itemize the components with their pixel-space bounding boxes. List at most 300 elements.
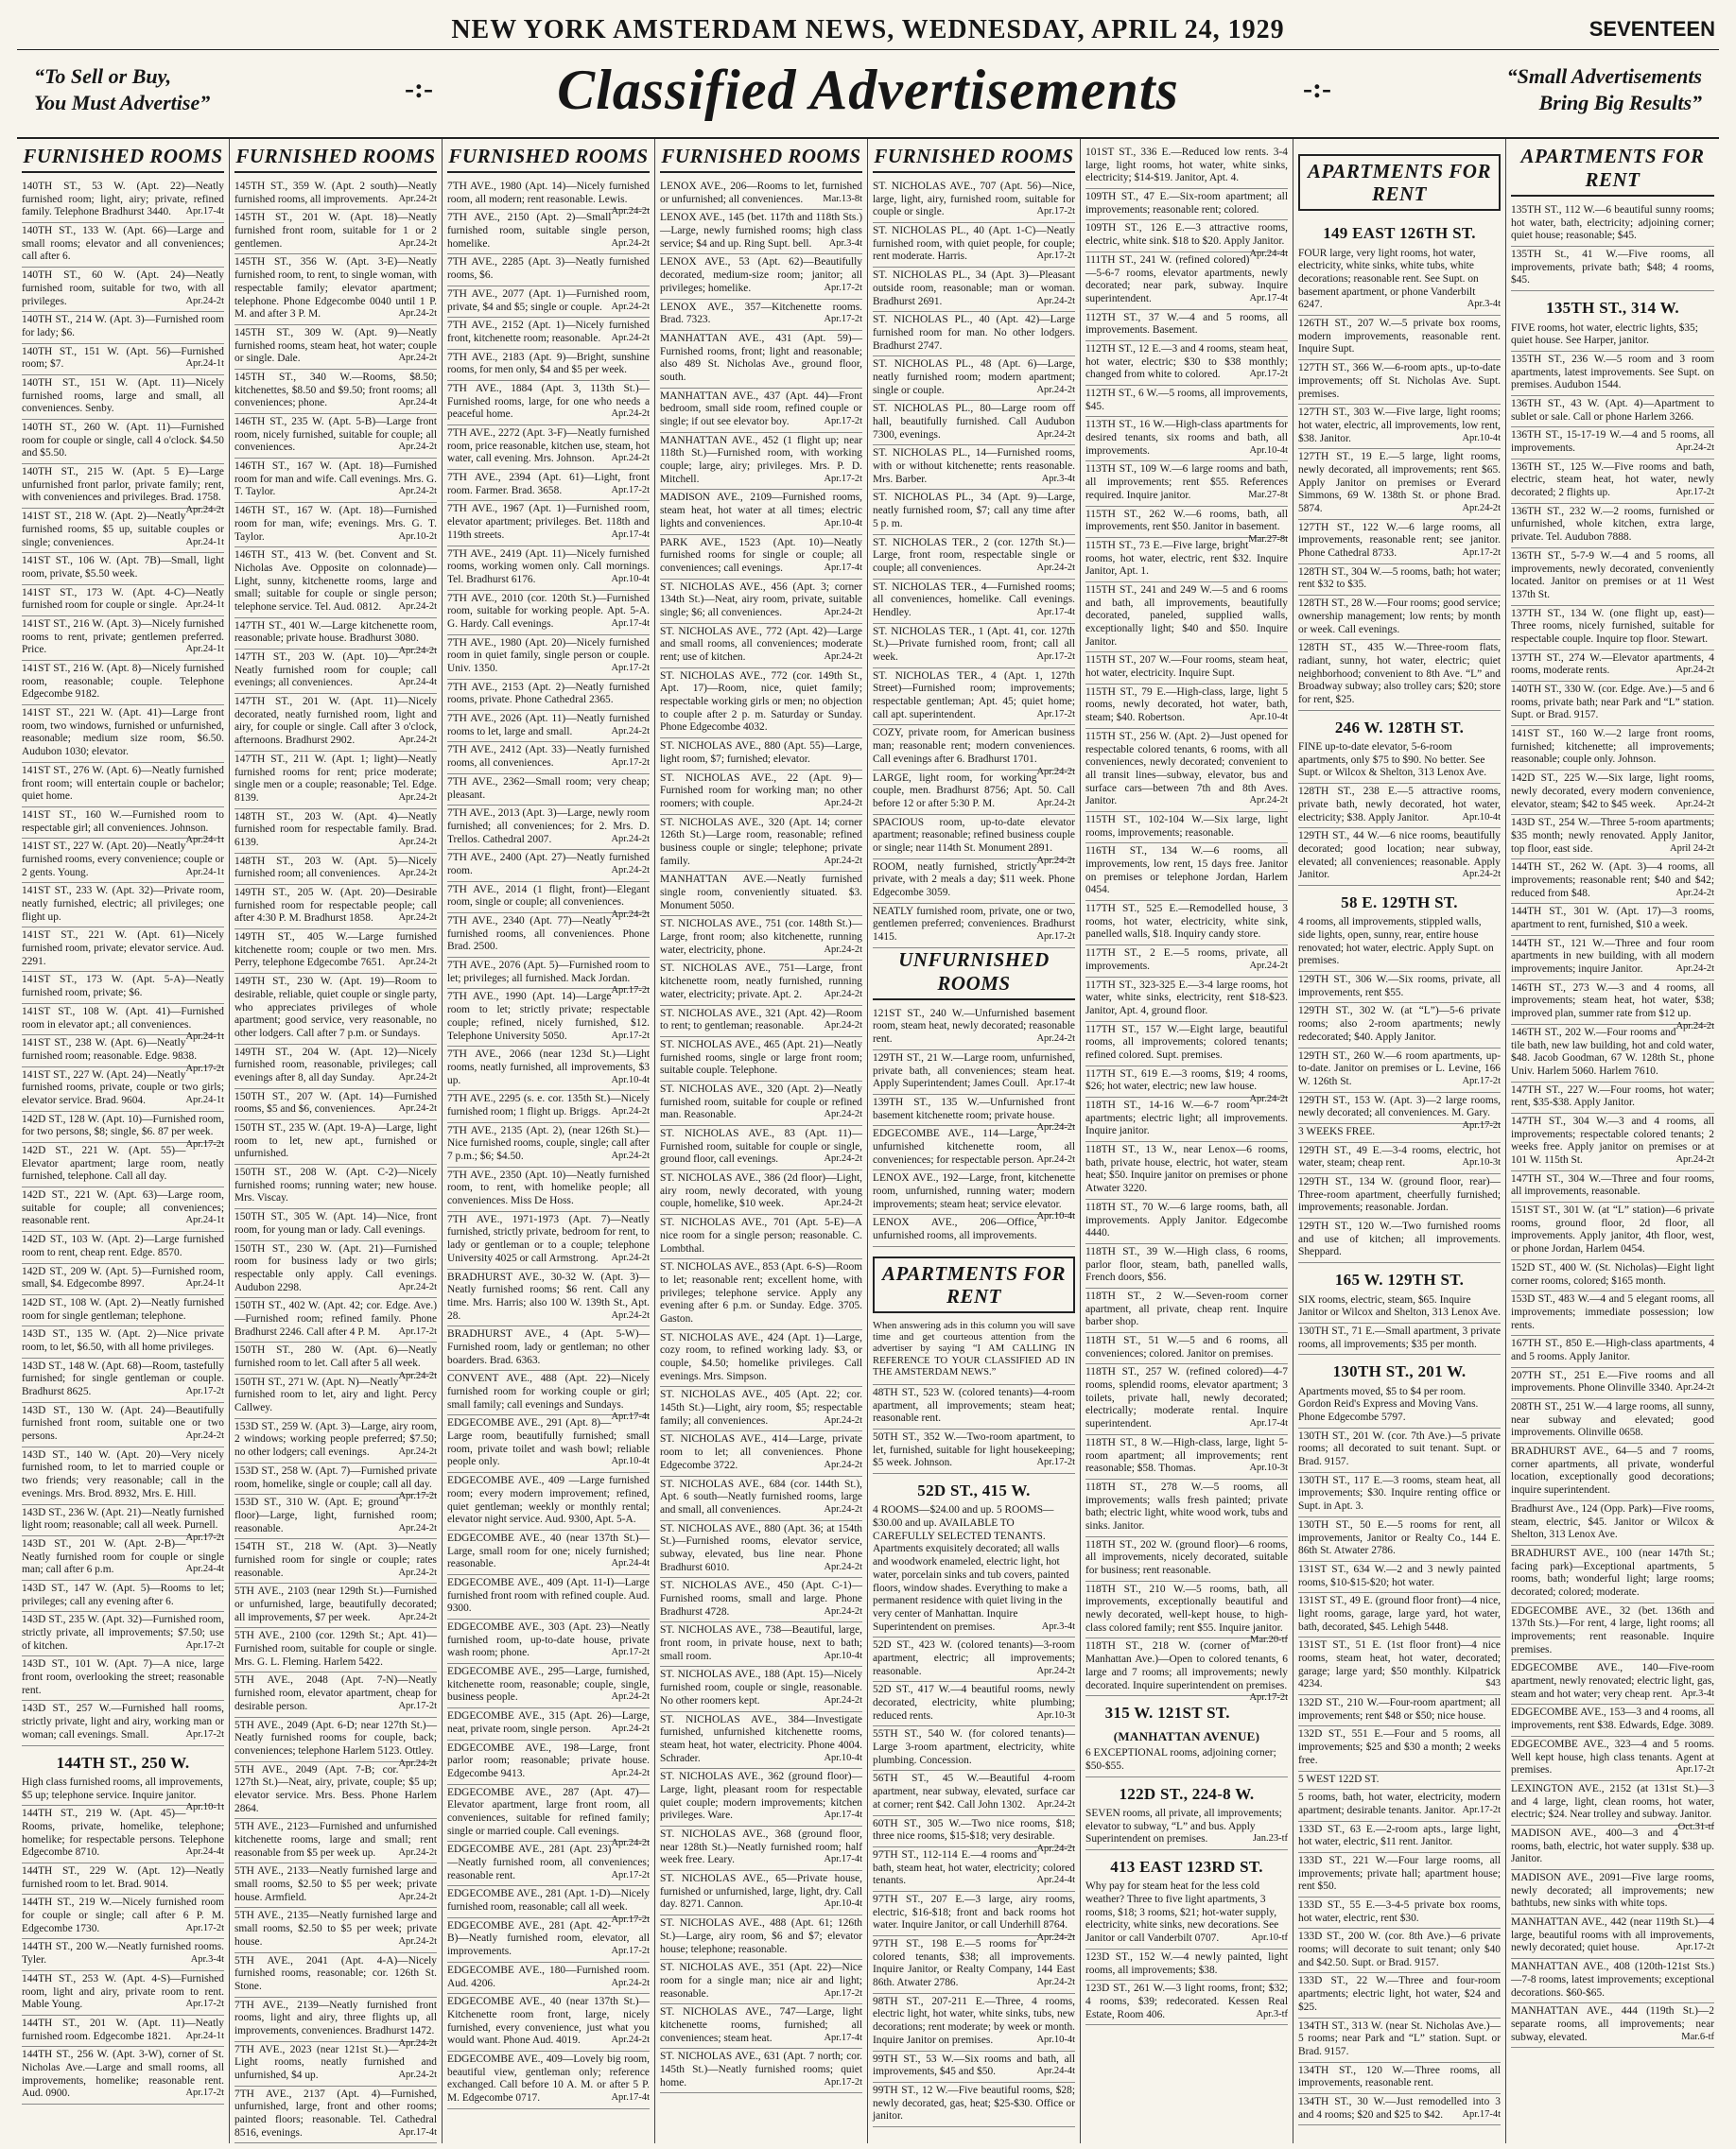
ad-column-7 [1293, 139, 1506, 2143]
classified-ad [873, 1050, 1075, 1095]
ad-text: 7TH AVE., 2010 (cor. 120th St.)—Furnished room, suitable for working people. Apt. 5-A. G. Hardy. Call evenings. [447, 592, 650, 630]
ad-text: PARK AVE., 1523 (Apt. 10)—Neatly furnished rooms for single or couple; all conveniences; call evenings. [660, 536, 862, 574]
ad-text: 131ST ST., 51 E. (1st floor front)—4 nice rooms, steam heat, hot water, decorated; garage; large yard; $50 monthly. Kilpatrick 4234. [1298, 1639, 1501, 1690]
ad-text: EDGECOMBE AVE., 315 (Apt. 26)—Large, neat, private room, single person. [447, 1710, 650, 1735]
ad-text: ST. NICHOLAS TER., 4 (Apt. 1, 127th Street)—Furnished room; improvements; respectable gentleman; Apt. 45; quiet home; call apt. superintendent. [873, 669, 1075, 720]
ad-text: BRADHURST AVE., 30-32 W. (Apt. 3)—Neatly furnished rooms; $6 rent. Call any time. Mrs. Harris; also 100 W. 139th St., Apt. 28. [447, 1271, 650, 1322]
ad-run-code: Apr.24-4t [398, 677, 437, 688]
classified-ad [1298, 1695, 1501, 1726]
ad-text: 143D ST., 130 W. (Apt. 24)—Beautifully furnished front room, suitable one or two persons. [22, 1404, 224, 1443]
ad-text: 112TH ST., 6 W.—5 rooms, all improvements, $45. [1085, 388, 1288, 412]
ad-run-code: Apr.10-4t [1249, 444, 1288, 456]
ad-text: ST. NICHOLAS PL., 48 (Apt. 6)—Large, neatly furnished room; modern apartment; single or couple. [873, 358, 1075, 396]
ad-text: 146TH ST., 413 W. (bet. Convent and St. Nicholas Ave. Opposite on colonnade)—Light, sunny, kitchenette rooms, large and small; suitable for couple or single person; telephone service. Tel. Aud. 0812. [234, 549, 437, 613]
left-ornament: -:- [405, 73, 433, 104]
display-ad-title: 144TH ST., 250 W. [56, 1753, 190, 1772]
ad-run-code: Apr.17-4t [1249, 292, 1288, 303]
ad-text: LENOX AVE., 206—Rooms to let, furnished or unfurnished; all conveniences. [660, 181, 862, 205]
ad-run-code: Apr.10-3t [1249, 1463, 1288, 1474]
ad-run-code: Apr.24-2t [1249, 1094, 1288, 1104]
classified-ad [660, 1712, 862, 1770]
ad-run-code: Apr.17-2t [611, 484, 650, 495]
ad-text: 7TH AVE., 2135 (Apt. 2), (near 126th St.)—Nice furnished rooms, couple, single; call after 7 p.m.; $6; $4.50. [447, 1124, 650, 1162]
ad-text: 116TH ST., 134 W.—6 rooms, all improvements, low rent, 15 days free. Janitor on premises or telephone Jordan, Harlem 0454. [1085, 845, 1288, 896]
classified-ad [873, 1430, 1075, 1474]
classified-ad [1085, 1582, 1288, 1646]
ad-run-code: Apr.24-2t [398, 486, 437, 497]
classified-ad [22, 661, 224, 705]
classified-ad [234, 1209, 437, 1240]
classified-ad [234, 929, 437, 974]
ad-run-code: Apr.17-2t [824, 1987, 862, 1999]
ad-column-4 [655, 139, 868, 2143]
ad-run-code: Apr.17-4t [1036, 606, 1075, 617]
ad-text: 99TH ST., 53 W.—Six rooms and bath, all improvements, $45 and $50. [873, 2053, 1075, 2078]
ad-run-code: Apr.17-4t [611, 1412, 650, 1423]
classified-ad [873, 2083, 1075, 2127]
classified-ad [660, 1006, 862, 1037]
classified-ad [873, 223, 1075, 268]
ad-text: 141ST ST., 106 W. (Apt. 7B)—Small, light room, private, $5.50 week. [22, 555, 224, 580]
classified-ad [873, 1994, 1075, 2052]
ad-text: 135TH St., 41 W.—Five rooms, all improvements, private bath; $48; 4 rooms, $45. [1511, 249, 1714, 286]
display-ad-text: FOUR large, very light rooms, hot water, electricity, white sinks, white tubs, white decorations; reasonable rent. See Supt. on basement apartment, or phone Vanderbilt 6247. [1298, 247, 1479, 311]
ad-text: 115TH ST., 262 W.—6 rooms, bath, all improvements, rent $50. Janitor in basement. [1085, 508, 1288, 533]
left-slogan-line-1: “To Sell or Buy, [34, 64, 172, 88]
ad-run-code: Apr.24-2t [398, 1935, 437, 1947]
classified-ad [22, 883, 224, 927]
ad-run-code: Apr.17-2t [398, 1491, 437, 1502]
classified-ad [660, 300, 862, 331]
classified-ad [660, 1915, 862, 1960]
classified-ad [1298, 1929, 1501, 1973]
classified-ad [660, 1330, 862, 1388]
ad-run-code: Apr.24-2t [398, 1891, 437, 1902]
classified-ad [22, 223, 224, 268]
ad-text: 144TH ST., 253 W. (Apt. 4-S)—Furnished room, light and airy, private room to rent. Mable Young. [22, 1972, 224, 2011]
ad-text: LENOX AVE., 192—Large, front, kitchenette room, unfurnished, running water; modern improvements; steam heat; service elevator. [873, 1172, 1075, 1210]
ad-text: BRADHURST AVE., 64—5 and 7 rooms, corner apartments, all private, wonderful location, exceptionally good decorations; inquire superintendent. [1511, 1446, 1714, 1497]
classified-ad [1085, 812, 1288, 843]
classified-ad [873, 1170, 1075, 1222]
ad-text: 134TH ST., 313 W. (near St. Nicholas Ave.)—5 rooms; near Park and “L” station. Supt. or Brad. 9157. [1298, 2019, 1501, 2057]
ad-run-code: Apr.10-4t [1462, 811, 1501, 823]
classified-ad [1511, 396, 1714, 427]
ad-run-code: Apr.24-2t [1675, 1382, 1714, 1394]
classified-ad [660, 535, 862, 580]
classified-ad [1511, 1870, 1714, 1915]
ad-text: 126TH ST., 207 W.—5 private box rooms, modern improvements, reasonable rent. Inquire Supt. [1298, 318, 1501, 355]
ad-run-code: Apr.24-2t [611, 237, 650, 249]
classified-ad [1511, 904, 1714, 935]
classified-ad [1085, 417, 1288, 461]
ad-text: 153D ST., 258 W. (Apt. 7)—Furnished private room, homelike, single or couple; call all day. [234, 1464, 437, 1490]
ad-run-code: Apr.24-2t [1675, 442, 1714, 454]
display-ad [1511, 291, 1714, 352]
ad-text: ROOM, neatly furnished, strictly private, with 2 meals a day; $11 week. Phone Edgecombe 3059. [873, 860, 1075, 898]
classified-ad [1511, 1291, 1714, 1336]
ad-run-code: April 24-2t [1670, 842, 1714, 854]
ad-text: 142D ST., 221 W. (Apt. 55)—Elevator apartment; large room, neatly furnished, telephone. Call all day. [22, 1145, 224, 1183]
ad-run-code: Apr.24-2t [824, 1561, 862, 1572]
ad-text: ST. NICHOLAS AVE., 772 (cor. 149th St., Apt. 17)—Room, nice, quiet family; respectable working girls or men; no objection to couple after 2 p. m. Saturday or Sunday. Phone Edgecombe 4032. [660, 669, 862, 734]
ad-run-code: Apr.24-2t [1036, 295, 1075, 306]
classified-ad [660, 624, 862, 668]
ad-text: 144TH ST., 301 W. (Apt. 17)—3 rooms, apartment to rent, furnished, $10 a week. [1511, 906, 1714, 931]
classified-ad [660, 1082, 862, 1126]
ad-text: 127TH ST., 303 W.—Five large, light rooms; hot water, electric, all improvements, low rent, $38. Janitor. [1298, 407, 1501, 444]
ad-text: 141ST ST., 173 W. (Apt. 5-A)—Neatly furnished room, private; $6. [22, 974, 224, 999]
ad-text: 150TH ST., 271 W. (Apt. N)—Neatly furnished room to let, airy and light. Percy Callwey. [234, 1376, 437, 1414]
ad-column-1 [17, 139, 230, 2143]
ad-run-code: Apr.24-2t [398, 735, 437, 746]
classified-ad [234, 1584, 437, 1628]
ad-run-code: Mar.20-tf [1250, 1635, 1288, 1646]
classified-ad [22, 616, 224, 661]
classified-ad [1511, 606, 1714, 650]
classified-ad [873, 356, 1075, 401]
ad-text: 135TH ST., 236 W.—5 room and 3 room apartments, latest improvements. See Supt. on premises. Audubon 1544. [1511, 353, 1714, 391]
classified-ad [1085, 461, 1288, 506]
ad-run-code: Apr.17-2t [1462, 1804, 1501, 1815]
ad-text: 129TH ST., 153 W. (Apt. 3)—2 large rooms, newly decorated; all conveniences. M. Gary. [1298, 1094, 1501, 1119]
classified-ad [1085, 1244, 1288, 1289]
ad-text: 7TH AVE., 2150 (Apt. 2)—Small furnished room, suitable single person, homelike. [447, 212, 650, 250]
classified-ad [660, 1622, 862, 1667]
ad-text: 140TH ST., 53 W. (Apt. 22)—Neatly furnished room; light, airy; private, refined family. Telephone Bradhurst 3440. [22, 181, 224, 218]
classified-ad [873, 1771, 1075, 1815]
classified-ad [873, 624, 1075, 668]
classified-ad [447, 806, 650, 850]
ad-text: EDGECOMBE AVE., 40 (near 137th St.)—Kitchenette room front, large, nicely furnished, every convenience, just what you would want. Phone Aud. 4019. [447, 1996, 650, 2047]
classified-ad [1511, 1660, 1714, 1705]
ad-run-code: Jan.23-tf [1252, 1833, 1288, 1845]
ad-run-code: Mar.6-tf [1681, 2031, 1714, 2042]
display-ad-text: 6 EXCEPTIONAL rooms, adjoining corner; $50-$55. [1085, 1747, 1276, 1772]
ad-text: ST. NICHOLAS PL., 14—Furnished rooms, with or without kitchenette; rents reasonable. Mrs. Barber. [873, 447, 1075, 485]
ad-text: BRADHURST AVE., 100 (near 147th St.; facing park)—Exceptional apartments, 5 rooms, bath; wonderful light; large rooms; decorated; colored; moderate. [1511, 1547, 1714, 1598]
classified-ad [873, 815, 1075, 866]
ad-text: 150TH ST., 235 W. (Apt. 19-A)—Large, light room to let, new apt., furnished or unfurnished. [234, 1122, 437, 1160]
ad-text: ST. NICHOLAS AVE., 320 (Apt. 14; corner 126th St.)—Large room, reasonable; refined business couple or single; telephone; private family. [660, 816, 862, 867]
ad-text: 154TH ST., 218 W. (Apt. 3)—Neatly furnished room for single or couple; rates reasonable. [234, 1541, 437, 1579]
ad-text: ST. NICHOLAS AVE., 880 (Apt. 55)—Large, light room, $7; furnished; elevator. [660, 740, 862, 765]
ad-run-code: Apr.17-2t [1036, 931, 1075, 943]
ad-text: 129TH ST., 44 W.—6 nice rooms, beautifully decorated; good location; near subway, elevated; all conveniences; reasonable. Apply Janitor. [1298, 830, 1501, 881]
classified-ad [447, 546, 650, 591]
ad-text: BRADHURST AVE., 4 (Apt. 5-W)—Furnished room, lady or gentleman; no other boarders. Brad. 6363. [447, 1328, 650, 1366]
ad-text: 5TH AVE., 2133—Neatly furnished large and small rooms, $2.50 to $5 per week; private house. Armfield. [234, 1865, 437, 1903]
ad-run-code: Apr.17-2t [1036, 708, 1075, 719]
ad-text: 97TH ST., 207 E.—3 large, airy rooms, electric, $16-$18; front and back rooms hot water. Inquire Janitor, or call Underhill 8764. [873, 1893, 1075, 1932]
ad-text: 7TH AVE., 2419 (Apt. 11)—Nicely furnished rooms, working women only. Call mornings. Tel. Bradhurst 6176. [447, 547, 650, 585]
ad-run-code: Apr.17-2t [611, 985, 650, 997]
classified-ad [22, 375, 224, 420]
ad-text: 146TH ST., 202 W.—Four rooms and tile bath, new law building, hot and cold water, $48. Jacob Goodman, 67 W. 128th St., phone Univ. Harlem 5060. Harlem 7610. [1511, 1026, 1714, 1077]
classified-ad [873, 445, 1075, 490]
ad-run-code: Apr.17-2t [1036, 651, 1075, 662]
ad-text: 143D ST., 148 W. (Apt. 68)—Room, tastefully furnished; for single gentleman or couple. Bradhurst 8625. [22, 1360, 224, 1397]
ad-text: ST. NICHOLAS AVE., 368 (ground floor, near 128th St.)—Neatly furnished room; half week free. Leary. [660, 1828, 862, 1866]
ad-run-code: Apr.17-4t [824, 1854, 862, 1865]
display-ad [1298, 1263, 1501, 1324]
ad-text: ST. NICHOLAS TER., 2 (cor. 127th St.)—Large, front room, respectable single or couple; all conveniences. [873, 536, 1075, 574]
classified-ad [447, 882, 650, 920]
ad-run-code: Apr.17-4t [824, 562, 862, 573]
classified-ad [22, 1581, 224, 1612]
classified-ad [1511, 980, 1714, 1031]
classified-ad [234, 179, 437, 210]
ad-text: 132D ST., 210 W.—Four-room apartment; all improvements; rent $48 or $50; nice house. [1298, 1697, 1501, 1722]
ad-text: 145TH ST., 356 W. (Apt. 3-E)—Neatly furnished room, to rent, to single woman, with respectable family; elevator apartment; telephone. Phone Edgecombe 0040 until 1 P. M. and after 3 P. M. [234, 256, 437, 321]
ad-run-code: Apr.24-1t [185, 644, 224, 655]
classified-ad [447, 1785, 650, 1849]
ad-run-code: Mar.27-8t [1248, 489, 1288, 500]
classified-ad [660, 1431, 862, 1476]
ad-text: ST. NICHOLAS AVE., 414—Large, private room to let; all conveniences. Phone Edgecombe 3722. [660, 1433, 862, 1471]
ad-run-code: Apr.17-2t [824, 314, 862, 325]
classified-ad [1085, 978, 1288, 1022]
ad-text: 5TH AVE., 2100 (cor. 129th St.; Apt. 41)—Furnished room, suitable for couple or single. Mrs. G. L. Fleming. Harlem 5422. [234, 1630, 437, 1668]
ad-run-code: Apr.10-2t [398, 530, 437, 542]
ad-text: 142D ST., 225 W.—Six large, light rooms, newly decorated, every modern convenience, elevator, steam; $42 to $45 week. [1511, 772, 1714, 810]
classified-ad [1085, 685, 1288, 729]
classified-ad [447, 958, 650, 997]
classified-ad [447, 381, 650, 425]
display-ad-title: 315 W. 121ST ST. [1104, 1704, 1230, 1723]
ad-text: 118TH ST., 202 W. (ground floor)—6 rooms, all improvements, nicely decorated, suitable for business; rent reasonable. [1085, 1538, 1288, 1576]
classified-ad [660, 1477, 862, 1521]
ad-text: 208TH ST., 251 W.—4 large rooms, all sunny, near subway and elevated; good improvements. Olinville 0658. [1511, 1401, 1714, 1439]
classified-ad [447, 1168, 650, 1212]
ad-run-code: Apr.17-2t [1036, 1457, 1075, 1468]
display-ad [1085, 1696, 1288, 1776]
ad-text: 144TH ST., 229 W. (Apt. 12)—Neatly furnished room to let. Brad. 9014. [22, 1865, 224, 1890]
ad-run-code: Apr.24-2t [824, 988, 862, 999]
ad-text: 60TH ST., 305 W.—Two nice rooms, $18; three nice rooms, $15-$18; very desirable. [873, 1817, 1075, 1843]
classified-ad [1085, 1022, 1288, 1066]
ad-text: ST. NICHOLAS AVE., 450 (Apt. C-1)—Furnished rooms, small and large. Phone Bradhurst 4728. [660, 1580, 862, 1618]
ad-run-code: Apr.24-1t [185, 835, 224, 846]
ad-text: 7TH AVE., 2272 (Apt. 3-F)—Neatly furnished room, price reasonable, kitchen use, steam, hot water, call evening. Mrs. Johnson. [447, 427, 650, 465]
ad-run-code: Apr.24-2t [1675, 1154, 1714, 1166]
ad-run-code: Apr.24-2t [1036, 1033, 1075, 1045]
ad-run-code: Apr.24-2t [1036, 1843, 1075, 1854]
ad-run-code: Apr.24-2t [611, 1977, 650, 1988]
classified-ad [234, 1718, 437, 1769]
classified-ad [873, 1936, 1075, 1994]
ad-columns [17, 139, 1719, 2143]
classified-ad [22, 1939, 224, 1970]
classified-ad [447, 1326, 650, 1371]
classified-ad [22, 1895, 224, 1939]
classified-ad [22, 1656, 224, 1701]
classified-ad [1085, 1289, 1288, 1333]
ad-run-code: Apr.24-1t [185, 599, 224, 611]
ad-text: 146TH ST., 167 W. (Apt. 18)—Furnished room for man, wife; evenings. Mrs. G. T. Taylor. [234, 505, 437, 543]
ad-run-code: Apr.24-2t [1675, 887, 1714, 898]
classified-ad [1511, 1444, 1714, 1501]
classified-ad [234, 1464, 437, 1502]
ad-text: 118TH ST., 14-16 W.—6-7 room apartments; electric light; all improvements. Inquire janitor. [1085, 1100, 1288, 1137]
classified-ad [22, 585, 224, 616]
classified-ad [447, 1664, 650, 1708]
ad-text: 7TH AVE., 2350 (Apt. 10)—Neatly furnished room, to rent, with homelike people; all conveniences. Miss De Hoss. [447, 1169, 650, 1207]
ad-text: 5TH AVE., 2048 (Apt. 7-N)—Neatly furnished room, elevator apartment, cheap for desirable person. [234, 1674, 437, 1712]
ad-text: 128TH ST., 304 W.—5 rooms, bath; hot water; rent $32 to $35. [1298, 565, 1501, 591]
ad-text: 130TH ST., 201 W. (cor. 7th Ave.)—5 private rooms; all decorated to suit tenant. Supt. or Brad. 9157. [1298, 1430, 1501, 1468]
display-ad-title: 149 EAST 126TH ST. [1323, 224, 1476, 243]
ad-text: 101ST ST., 336 E.—Reduced low rents. 3-4 large, light rooms, hot water, white sinks, electricity; $14-$19. Janitor, Apt. 4. [1085, 147, 1288, 184]
ad-text: ST. NICHOLAS AVE., 701 (Apt. 5-E)—A nice room for a single person; reasonable. C. Lombthal. [660, 1217, 862, 1255]
ad-run-code: Apr.17-2t [1462, 1075, 1501, 1086]
classified-ad [234, 1762, 437, 1820]
ad-run-code: Apr.24-4t [1036, 2066, 1075, 2077]
classified-ad [1085, 1066, 1288, 1104]
ad-text: 118TH ST., 2 W.—Seven-room corner apartment, all private, cheap rent. Inquire barber shop. [1085, 1290, 1288, 1328]
ad-text: CONVENT AVE., 488 (Apt. 22)—Nicely furnished room for working couple or girl; small family; call evenings and Sundays. [447, 1373, 650, 1411]
ad-run-code: Apr.10-4t [1249, 712, 1288, 723]
classified-ad [660, 916, 862, 961]
ad-run-code: Apr.24-2t [398, 1846, 437, 1858]
ad-run-code: Apr.24-2t [1249, 960, 1288, 971]
ad-run-code: Apr.24-4t [398, 397, 437, 408]
ad-run-code: Apr.24-2t [611, 206, 650, 217]
ad-run-code: Apr.24-2t [398, 2070, 437, 2080]
classified-ad [660, 2049, 862, 2093]
ad-text: 97TH ST., 198 E.—5 rooms for colored tenants, $38; all improvements. Inquire Janitor, or Realty Company, 144 East 86th. Atwater 2786. [873, 1938, 1075, 1989]
classified-ad [447, 1531, 650, 1575]
ad-text: 7TH AVE., 2014 (1 flight, front)—Elegant room, single or couple; all conveniences. [447, 883, 650, 909]
ad-text: 123D ST., 261 W.—3 light rooms, front; $32; 4 rooms, $39; redecorated. Kessen Real Estate, Room 406. [1085, 1983, 1288, 2020]
ad-run-code: Apr.17-2t [1249, 1692, 1288, 1704]
classified-ad [660, 668, 862, 738]
display-ad-title: 52D ST., 415 W. [917, 1482, 1031, 1500]
masthead [17, 0, 1719, 50]
classified-ad [234, 1343, 437, 1381]
classified-ad [22, 1264, 224, 1295]
ad-text: 7TH AVE., 2023 (near 121st St.)—Light rooms, neatly furnished and unfurnished, $4 up. [234, 2043, 437, 2081]
ad-run-code: Apr.24-2t [1675, 963, 1714, 975]
ad-text: 141ST ST., 233 W. (Apt. 32)—Private room, neatly furnished, electric; all privileges; one flight up. [22, 885, 224, 923]
ad-text: ST. NICHOLAS AVE., 351 (Apt. 22)—Nice room for a single man; nice air and light; reasonable. [660, 1962, 862, 2000]
ad-run-code: Apr.24-2t [1036, 1932, 1075, 1944]
ad-run-code: Apr.17-2t [611, 1869, 650, 1880]
section-heading: APARTMENTS FOR RENT [873, 1256, 1075, 1313]
display-ad [1085, 1850, 1288, 1950]
classified-ad [1085, 189, 1288, 220]
ad-text: ST. NICHOLAS AVE., 772 (Apt. 42)—Large and small rooms, all conveniences; moderate rent; use of kitchen. [660, 625, 862, 663]
classified-ad [660, 815, 862, 873]
ad-text: ST. NICHOLAS AVE., 880 (Apt. 36; at 154th St.)—Furnished rooms, elevator service, subway, elevated, bus line near. Phone Bradhurst 6010. [660, 1522, 862, 1573]
ad-text: ST. NICHOLAS PL., 40 (Apt. 1-C)—Neatly furnished room, with quiet people, for couple; rent moderate. Harris. [873, 225, 1075, 263]
ad-run-code: Apr.17-2t [185, 1063, 224, 1074]
ad-text: 144TH ST., 262 W. (Apt. 3)—4 rooms, all improvements; reasonable rent; $40 and $42; reduced from $48. [1511, 861, 1714, 899]
ad-text: EDGECOMBE AVE., 303 (Apt. 23)—Neatly furnished room, up-to-date house, private wash room; phone. [447, 1621, 650, 1659]
classified-ad [447, 1415, 650, 1473]
classified-ad [1085, 220, 1288, 259]
ad-text: 129TH ST., 120 W.—Two furnished rooms and use of kitchen; all improvements. Sheppard. [1298, 1221, 1501, 1258]
classified-ad [22, 1612, 224, 1656]
masthead-title: NEW YORK AMSTERDAM NEWS, WEDNESDAY, APRIL 24, 1929 [451, 15, 1285, 44]
classified-ad [447, 318, 650, 349]
ad-text: 143D ST., 254 W.—Three 5-room apartments; $35 month; newly renovated. Apply Janitor, top floor, east side. [1511, 817, 1714, 855]
ad-run-code: Apr.17-4t [611, 529, 650, 540]
ad-run-code: Mar.13-8t [823, 193, 862, 204]
ad-text: 143D ST., 101 W. (Apt. 7)—A nice, large front room, overlooking the street; reasonable rent. [22, 1658, 224, 1696]
ad-run-code: Apr.17-2t [611, 1647, 650, 1658]
ad-text: ST. NICHOLAS AVE., 321 (Apt. 42)—Room to rent; to gentleman; reasonable. [660, 1007, 862, 1032]
classified-ad [234, 370, 437, 414]
ad-text: 48TH ST., 523 W. (colored tenants)—4-room apartment, all improvements; steam heat; reasonable rent. [873, 1386, 1075, 1425]
ad-run-code: Apr.24-2t [824, 1503, 862, 1515]
ad-text: 141ST ST., 221 W. (Apt. 61)—Nicely furnished room, private; elevator service. Aud. 2291. [22, 929, 224, 967]
classified-ad [447, 1371, 650, 1423]
ad-text: ST. NICHOLAS AVE., 631 (Apt. 7 north; cor. 145th St.)—Neatly furnished rooms; quiet home. [660, 2051, 862, 2088]
ad-text: 140TH ST., 214 W. (Apt. 3)—Furnished room for lady; $6. [22, 314, 224, 338]
ad-text: EDGECOMBE AVE., 409 —Large furnished room; every modern improvement; refined, quiet gentleman; weekly or monthly rental; elevator night service. Aud. 9300, Apt. 5-A. [447, 1475, 650, 1526]
ad-text: 150TH ST., 305 W. (Apt. 14)—Nice, front room, for young man or lady. Call evenings. [234, 1211, 437, 1236]
ad-run-code: Apr.10-4t [1036, 1211, 1075, 1222]
ad-run-code: Apr.10-3t [1036, 1709, 1075, 1721]
ad-run-code: Apr.24-2t [185, 505, 224, 516]
ad-text: 147TH ST., 304 W.—3 and 4 rooms, all improvements; respectable colored tenants; 2 weeks free. Apply janitor on premises or at 101 W. 115th St. [1511, 1115, 1714, 1167]
ad-run-code: Apr.3-4t [190, 1954, 224, 1966]
ad-run-code: Apr.24-2t [398, 791, 437, 803]
classified-ad [1085, 1333, 1288, 1364]
ad-run-code: Apr.24-2t [1036, 384, 1075, 395]
ad-text: 128TH ST., 238 E.—5 attractive rooms, private bath, newly decorated, hot water, electricity; $38. Apply Janitor. [1298, 786, 1501, 823]
classified-ad [873, 490, 1075, 534]
ad-text: 167TH ST., 850 E.—High-class apartments, 4 and 5 rooms. Apply Janitor. [1511, 1338, 1714, 1362]
ad-text: 50TH ST., 352 W.—Two-room apartment, to let, furnished, suitable for light housekeeping; $5 week. Johnson. [873, 1430, 1075, 1469]
ad-text: 149TH ST., 230 W. (Apt. 19)—Room to desirable, reliable, quiet couple or single party, who appreciates privileges of whole apartment; good service, very reasonable, no other lodgers. Call after 7 p.m. or Sundays. [234, 976, 437, 1039]
ad-text: 115TH ST., 102-104 W.—Six large, light rooms, improvements; reasonable. [1085, 813, 1288, 839]
ad-run-code: Apr.24-2t [611, 408, 650, 420]
ad-run-code: Apr.17-4t [1462, 2108, 1501, 2120]
ad-run-code: Apr.24-2t [611, 1105, 650, 1117]
ad-text: EDGECOMBE AVE., 180—Furnished room. Aud. 4206. [447, 1964, 650, 1989]
display-ad-title: 122D ST., 224-8 W. [1119, 1784, 1255, 1803]
classified-ad [22, 1187, 224, 1232]
classified-ad [660, 1170, 862, 1215]
ad-text: 132D ST., 551 E.—Four and 5 rooms, all improvements; $25 and $30 a month; 2 weeks free. [1298, 1728, 1501, 1766]
ad-text: 133D ST., 22 W.—Three and four-room apartments; electric light, hot water, $24 and $25. [1298, 1975, 1501, 2013]
ad-text: ST. NICHOLAS AVE., 684 (cor. 144th St.), Apt. 6 south—Neatly furnished rooms, large and small, all conveniences. [660, 1478, 862, 1516]
ad-text: 141ST ST., 216 W. (Apt. 3)—Nicely furnished rooms to rent, private; gentlemen preferred. Price. [22, 617, 224, 656]
classified-ad [660, 254, 862, 299]
ad-text: 118TH ST., 51 W.—5 and 6 rooms, all conveniences; colored. Janitor on premises. [1085, 1335, 1288, 1360]
ad-run-code: Apr.17-2t [185, 1639, 224, 1651]
classified-ad [1298, 1219, 1501, 1263]
classified-ad [1511, 815, 1714, 859]
ad-text: 5TH AVE., 2135—Neatly furnished large and small rooms, $2.50 to $5 per week; private house. [234, 1910, 437, 1948]
classified-ad [22, 763, 224, 807]
classified-ad [1085, 582, 1288, 652]
ad-run-code: Apr.17-2t [1462, 547, 1501, 559]
ad-text: 7TH AVE., 2183 (Apt. 9)—Bright, sunshine rooms, for men only, $4 and $5 per week. [447, 351, 650, 376]
classified-ad [234, 1165, 437, 1209]
ad-text: 130TH ST., 50 E.—5 rooms for rent, all improvements, Janitor or Realty Co., 144 E. 86th St. Atwater 2786. [1298, 1518, 1501, 1557]
classified-ad [1511, 1083, 1714, 1114]
ad-text: 118TH ST., 257 W. (refined colored)—4-7 rooms, splendid rooms, elevator apartment; 3 toilets, private hall, newly decorated; electrically; moderate rental. Inquire superintendent. [1085, 1366, 1288, 1430]
ad-text: ST. NICHOLAS AVE., 320 (Apt. 2)—Neatly furnished room, suitable for couple or refined man. Reasonable. [660, 1083, 862, 1121]
classified-ad [1511, 650, 1714, 682]
ad-text: 118TH ST., 13 W., near Lenox—6 rooms, bath, private house, electric, hot water, steam heat; $50. Inquire janitor on premises or phone Atwater 3220. [1085, 1144, 1288, 1195]
classified-ad [22, 1295, 224, 1326]
classified-ad [1511, 1546, 1714, 1603]
ad-text: NEATLY furnished room, private, one or two, gentlemen preferred; conveniences. Bradhurst 1415. [873, 905, 1075, 944]
